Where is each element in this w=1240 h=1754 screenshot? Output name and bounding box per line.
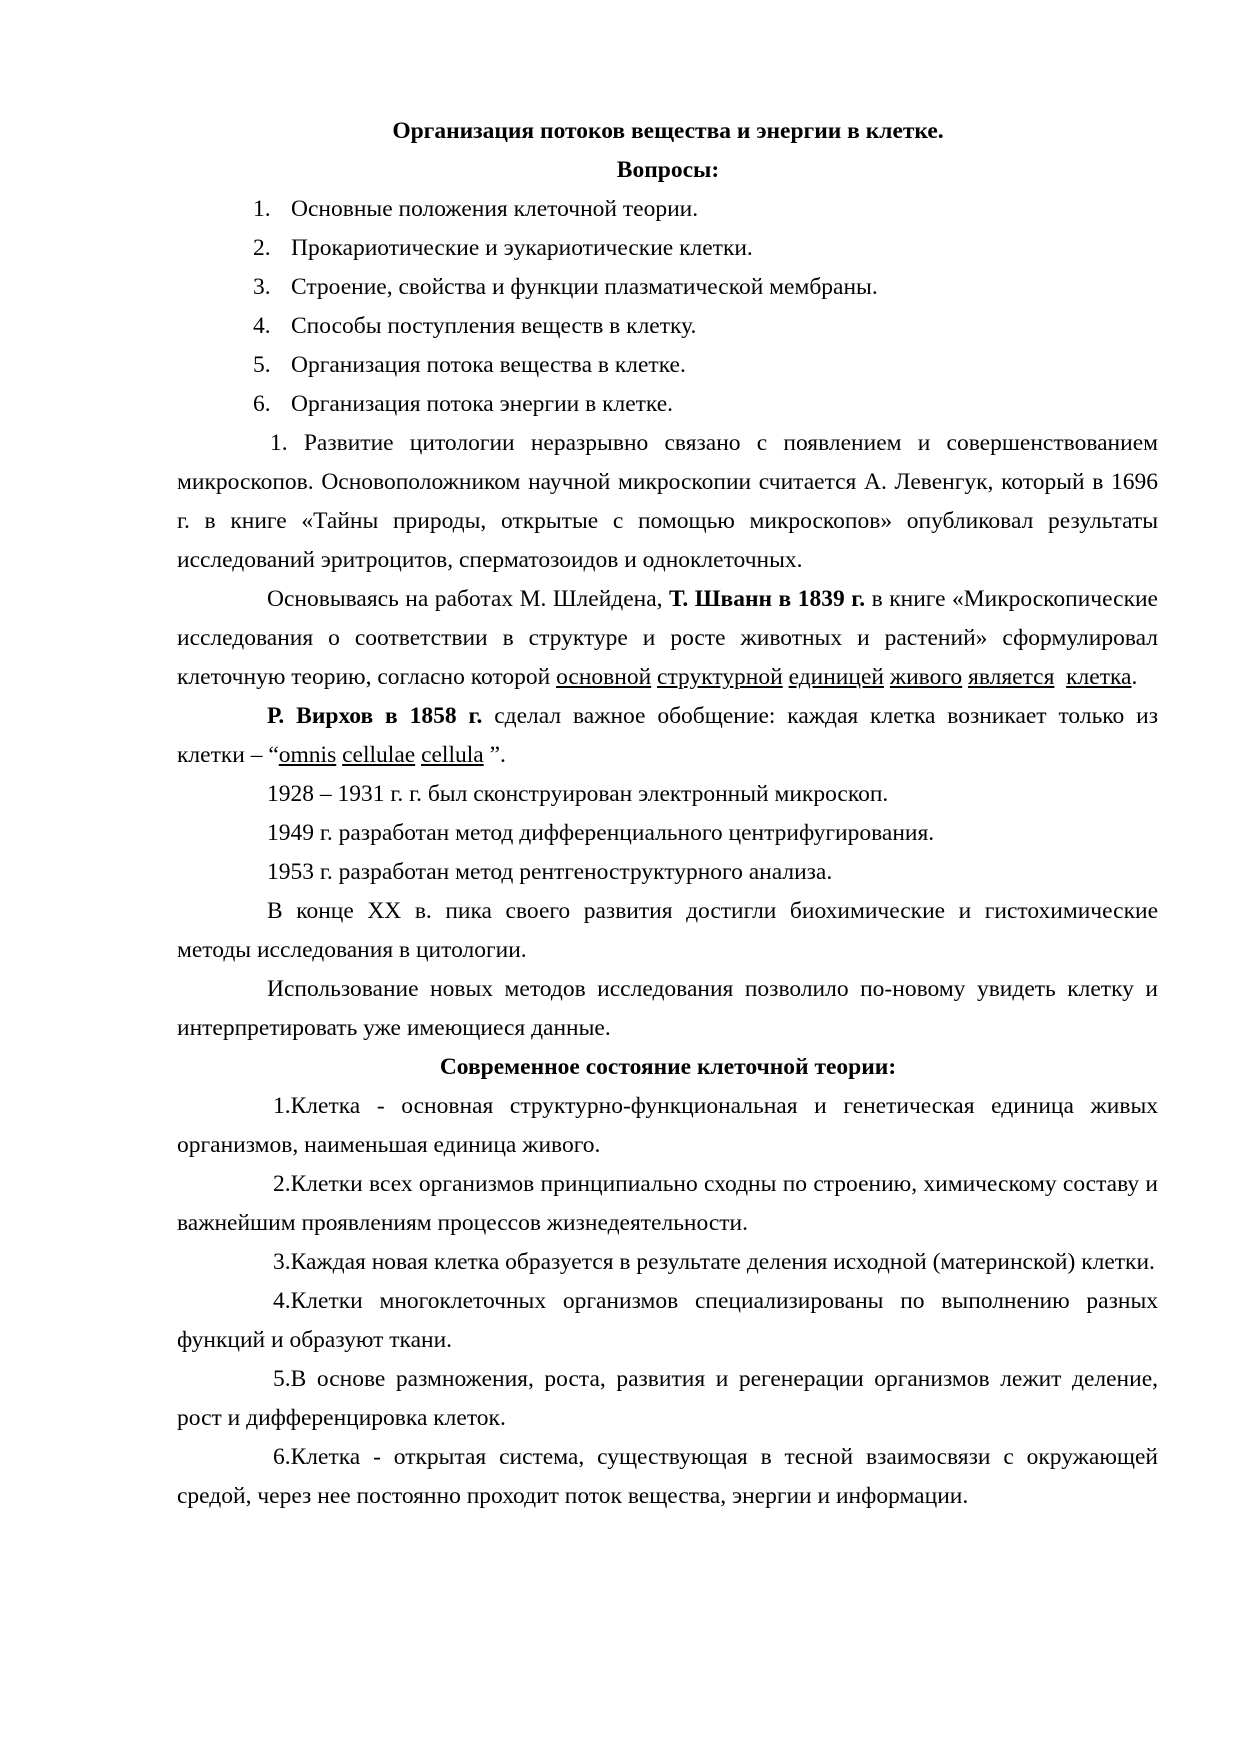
paragraph-history: 1. Развитие цитологии неразрывно связано с появлением и совершенствованием микроскопов. Основоположником научной микроскопии считается А. Левенгук, который в 1696 г. в книге «Тайны природы, открытые с помощью микроскопов» опубликовал результаты исследований эритроцитов, сперматозоидов и одноклеточных. <box>177 430 1158 573</box>
schwann-underlined-word: основной <box>556 664 652 690</box>
modern-theory-heading: Современное состояние клеточной теории: <box>439 1054 897 1080</box>
question-number: 2. <box>253 235 271 261</box>
question-text: Строение, свойства и функции плазматической мембраны. <box>291 274 878 300</box>
schwann-underlined-word: является <box>968 664 1055 690</box>
virchow-bold: Р. Вирхов в 1858 г. <box>267 703 483 729</box>
question-number: 5. <box>253 352 271 378</box>
questions-heading: Вопросы: <box>616 157 720 183</box>
question-item <box>177 190 1158 229</box>
question-item <box>177 385 1158 424</box>
question-item <box>177 346 1158 385</box>
paragraph-1949: 1949 г. разработан метод дифференциального центрифугирования. <box>267 820 935 846</box>
schwann-mid: в книге «Микроскопические исследования о соответствии в структуре и росте животных и растений» сформулировал клеточную теорию, согласно которой <box>177 586 1158 690</box>
schwann-bold: Т. Шванн в 1839 г. <box>669 586 866 612</box>
question-number: 1. <box>253 196 271 222</box>
question-text: Организация потока энергии в клетке. <box>291 391 674 417</box>
schwann-underlined-word: единицей <box>788 664 884 690</box>
modern-point: 1.Клетка - основная структурно-функциональная и генетическая единица живых организмов, наименьшая единица живого. <box>177 1093 1158 1158</box>
modern-point: 2.Клетки всех организмов принципиально сходны по строению, химическому составу и важнейшим проявлениям процессов жизнедеятельности. <box>177 1171 1158 1236</box>
virchow-end: ”. <box>483 742 506 768</box>
schwann-lead: Основываясь на работах М. Шлейдена, <box>267 586 670 612</box>
question-text: Прокариотические и эукариотические клетки. <box>291 235 753 261</box>
questions-list <box>177 190 1158 424</box>
schwann-underlined-word: клетка <box>1066 664 1132 690</box>
question-number: 3. <box>253 274 271 300</box>
modern-point: 6.Клетка - открытая система, существующая в тесной взаимосвязи с окружающей средой, через нее постоянно проходит поток вещества, энергии и информации. <box>177 1444 1158 1509</box>
question-item <box>177 307 1158 346</box>
modern-point: 5.В основе размножения, роста, развития и регенерации организмов лежит деление, рост и дифференцировка клеток. <box>177 1366 1158 1431</box>
paragraph-new-methods: Использование новых методов исследования позволило по-новому увидеть клетку и интерпретировать уже имеющиеся данные. <box>177 976 1158 1041</box>
virchow-latin-word: cellulae <box>342 742 416 768</box>
question-text: Основные положения клеточной теории. <box>291 196 699 222</box>
paragraph-1928: 1928 – 1931 г. г. был сконструирован электронный микроскоп. <box>267 781 889 807</box>
modern-point: 3.Каждая новая клетка образуется в результате деления исходной (материнской) клетки. <box>273 1249 1155 1275</box>
schwann-end: . <box>1131 664 1138 690</box>
virchow-mid: сделал важное обобщение: каждая клетка возникает только из клетки – “ <box>177 703 1158 768</box>
paragraph-schwann <box>177 580 1158 697</box>
schwann-underlined-word: структурной <box>657 664 783 690</box>
virchow-latin-word: omnis <box>278 742 337 768</box>
modern-point: 4.Клетки многоклеточных организмов специализированы по выполнению разных функций и образуют ткани. <box>177 1288 1158 1353</box>
schwann-underlined-word: живого <box>889 664 963 690</box>
paragraph-virchow <box>177 697 1158 775</box>
question-item <box>177 229 1158 268</box>
paragraph-xx-century: В конце XX в. пика своего развития достигли биохимические и гистохимические методы исследования в цитологии. <box>177 898 1158 963</box>
document-title: Организация потоков вещества и энергии в клетке. <box>392 118 944 144</box>
question-number: 4. <box>253 313 271 339</box>
document-page <box>177 112 1158 1516</box>
paragraph-1953: 1953 г. разработан метод рентгеноструктурного анализа. <box>267 859 833 885</box>
question-item <box>177 268 1158 307</box>
question-text: Способы поступления веществ в клетку. <box>291 313 697 339</box>
question-text: Организация потока вещества в клетке. <box>291 352 686 378</box>
virchow-latin-word: cellula <box>421 742 484 768</box>
question-number: 6. <box>253 391 271 417</box>
